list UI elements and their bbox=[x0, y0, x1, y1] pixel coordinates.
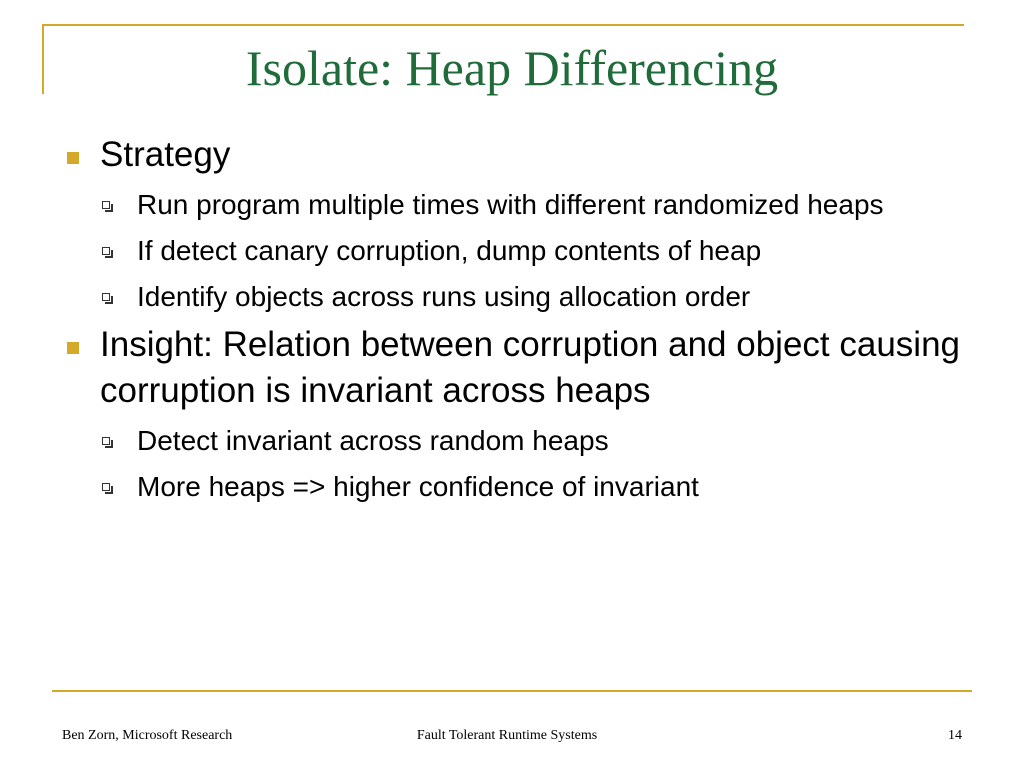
slide-title: Isolate: Heap Differencing bbox=[245, 40, 779, 96]
footer-title: Fault Tolerant Runtime Systems bbox=[416, 728, 598, 743]
square-bullet-icon bbox=[67, 152, 79, 164]
bullet-text: Insight: Relation between corruption and object causing corruption is invariant across heaps bbox=[100, 325, 960, 410]
sub-bullet-text: Detect invariant across random heaps bbox=[137, 425, 609, 456]
sub-bullet-text: Identify objects across runs using allocation order bbox=[137, 281, 751, 312]
page-number: 14 bbox=[948, 728, 962, 743]
hollow-square-bullet-icon bbox=[102, 201, 110, 209]
bullet-strategy bbox=[60, 132, 960, 178]
sub-bullet-text: If detect canary corruption, dump contents of heap bbox=[137, 235, 762, 266]
sub-bullet-text: Run program multiple times with different randomized heaps bbox=[137, 189, 884, 220]
sub-bullet bbox=[60, 421, 960, 460]
hollow-square-bullet-icon bbox=[102, 437, 110, 445]
square-bullet-icon bbox=[67, 342, 79, 354]
sub-bullet bbox=[60, 231, 960, 270]
hollow-square-bullet-icon bbox=[102, 247, 110, 255]
hollow-square-bullet-icon bbox=[102, 483, 110, 491]
top-frame-line bbox=[42, 24, 964, 26]
sub-bullet bbox=[60, 467, 960, 506]
sub-bullet bbox=[60, 185, 960, 224]
sub-bullet bbox=[60, 277, 960, 316]
slide-content bbox=[60, 132, 960, 506]
footer-divider bbox=[52, 690, 972, 692]
sub-bullet-text: More heaps => higher confidence of invariant bbox=[137, 471, 699, 502]
footer-author: Ben Zorn, Microsoft Research bbox=[62, 728, 233, 743]
bullet-text: Strategy bbox=[100, 135, 231, 174]
hollow-square-bullet-icon bbox=[102, 293, 110, 301]
bullet-insight bbox=[60, 322, 960, 414]
